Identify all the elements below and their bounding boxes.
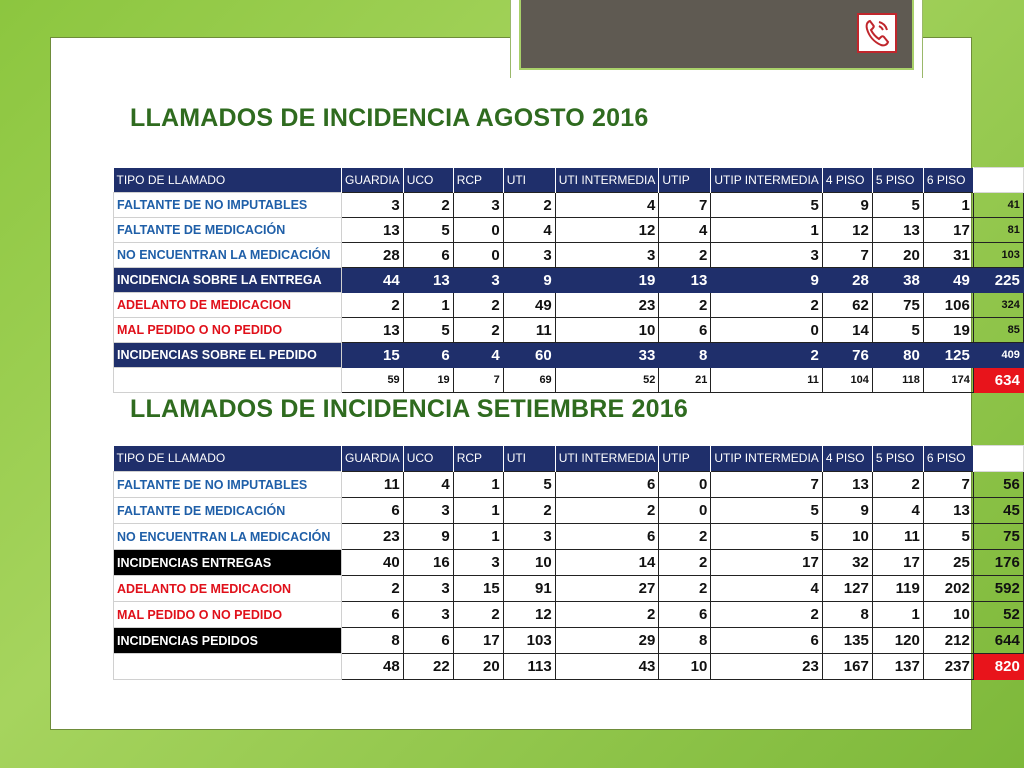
value-cell: 125 bbox=[923, 343, 973, 368]
value-cell: 5 bbox=[503, 472, 555, 498]
row-label: INCIDENCIAS ENTREGAS bbox=[114, 550, 342, 576]
value-cell: 10 bbox=[555, 318, 659, 343]
value-cell: 2 bbox=[711, 293, 822, 318]
table-row bbox=[114, 343, 1024, 368]
value-cell: 2 bbox=[403, 193, 453, 218]
column-total-cell: 20 bbox=[453, 654, 503, 680]
value-cell: 3 bbox=[453, 193, 503, 218]
row-label: NO ENCUENTRAN LA MEDICACIÓN bbox=[114, 243, 342, 268]
row-label: FALTANTE DE NO IMPUTABLES bbox=[114, 472, 342, 498]
value-cell: 9 bbox=[822, 498, 872, 524]
row-total-cell: 225 bbox=[973, 268, 1023, 293]
value-cell: 1 bbox=[453, 524, 503, 550]
value-cell: 6 bbox=[342, 602, 404, 628]
value-cell: 6 bbox=[659, 318, 711, 343]
value-cell: 8 bbox=[822, 602, 872, 628]
value-cell: 5 bbox=[403, 218, 453, 243]
value-cell: 0 bbox=[659, 472, 711, 498]
column-header: UTIP INTERMEDIA bbox=[711, 168, 822, 193]
column-header: RCP bbox=[453, 168, 503, 193]
table-row bbox=[114, 318, 1024, 343]
value-cell: 2 bbox=[555, 498, 659, 524]
column-total-cell: 52 bbox=[555, 368, 659, 393]
column-total-cell: 237 bbox=[923, 654, 973, 680]
value-cell: 2 bbox=[503, 498, 555, 524]
value-cell: 23 bbox=[555, 293, 659, 318]
row-total-cell: 75 bbox=[973, 524, 1023, 550]
grand-total-cell: 634 bbox=[973, 368, 1023, 393]
row-label: ADELANTO DE MEDICACION bbox=[114, 576, 342, 602]
value-cell: 4 bbox=[872, 498, 923, 524]
value-cell: 2 bbox=[555, 602, 659, 628]
value-cell: 3 bbox=[403, 602, 453, 628]
value-cell: 2 bbox=[711, 602, 822, 628]
value-cell: 76 bbox=[822, 343, 872, 368]
value-cell: 6 bbox=[403, 343, 453, 368]
table-row bbox=[114, 193, 1024, 218]
value-cell: 7 bbox=[659, 193, 711, 218]
value-cell: 4 bbox=[453, 343, 503, 368]
row-total-cell: 81 bbox=[973, 218, 1023, 243]
table-row bbox=[114, 243, 1024, 268]
column-header: 6 PISO bbox=[923, 168, 973, 193]
value-cell: 2 bbox=[659, 293, 711, 318]
value-cell: 3 bbox=[555, 243, 659, 268]
value-cell: 13 bbox=[342, 318, 404, 343]
column-total-cell: 69 bbox=[503, 368, 555, 393]
value-cell: 4 bbox=[711, 576, 822, 602]
column-total-cell: 19 bbox=[403, 368, 453, 393]
totals-label-cell bbox=[114, 368, 342, 393]
value-cell: 9 bbox=[822, 193, 872, 218]
column-header: TIPO DE LLAMADO bbox=[114, 168, 342, 193]
value-cell: 0 bbox=[711, 318, 822, 343]
table-row bbox=[114, 602, 1024, 628]
value-cell: 9 bbox=[711, 268, 822, 293]
value-cell: 5 bbox=[711, 498, 822, 524]
value-cell: 1 bbox=[872, 602, 923, 628]
column-total-cell: 48 bbox=[342, 654, 404, 680]
column-header: 4 PISO bbox=[822, 446, 872, 472]
value-cell: 62 bbox=[822, 293, 872, 318]
value-cell: 8 bbox=[659, 343, 711, 368]
column-header: 5 PISO bbox=[872, 168, 923, 193]
value-cell: 29 bbox=[555, 628, 659, 654]
column-header: 5 PISO bbox=[872, 446, 923, 472]
header-blank-cell bbox=[973, 446, 1023, 472]
value-cell: 2 bbox=[659, 243, 711, 268]
table-row bbox=[114, 524, 1024, 550]
value-cell: 20 bbox=[872, 243, 923, 268]
value-cell: 5 bbox=[711, 193, 822, 218]
value-cell: 3 bbox=[453, 268, 503, 293]
table-row bbox=[114, 268, 1024, 293]
value-cell: 14 bbox=[555, 550, 659, 576]
value-cell: 49 bbox=[503, 293, 555, 318]
column-total-cell: 7 bbox=[453, 368, 503, 393]
row-label: INCIDENCIA SOBRE LA ENTREGA bbox=[114, 268, 342, 293]
value-cell: 4 bbox=[659, 218, 711, 243]
value-cell: 0 bbox=[659, 498, 711, 524]
value-cell: 10 bbox=[822, 524, 872, 550]
value-cell: 2 bbox=[711, 343, 822, 368]
value-cell: 3 bbox=[711, 243, 822, 268]
value-cell: 7 bbox=[711, 472, 822, 498]
column-header: UTIP INTERMEDIA bbox=[711, 446, 822, 472]
totals-label-cell bbox=[114, 654, 342, 680]
value-cell: 4 bbox=[503, 218, 555, 243]
value-cell: 9 bbox=[403, 524, 453, 550]
row-total-cell: 52 bbox=[973, 602, 1023, 628]
column-header: UTIP bbox=[659, 446, 711, 472]
table-header-row bbox=[114, 168, 1024, 193]
value-cell: 44 bbox=[342, 268, 404, 293]
value-cell: 3 bbox=[503, 524, 555, 550]
value-cell: 16 bbox=[403, 550, 453, 576]
column-total-cell: 113 bbox=[503, 654, 555, 680]
value-cell: 25 bbox=[923, 550, 973, 576]
value-cell: 2 bbox=[659, 576, 711, 602]
value-cell: 135 bbox=[822, 628, 872, 654]
value-cell: 4 bbox=[555, 193, 659, 218]
column-total-cell: 43 bbox=[555, 654, 659, 680]
value-cell: 3 bbox=[453, 550, 503, 576]
row-label: FALTANTE DE MEDICACIÓN bbox=[114, 498, 342, 524]
value-cell: 40 bbox=[342, 550, 404, 576]
totals-row bbox=[114, 654, 1024, 680]
value-cell: 119 bbox=[872, 576, 923, 602]
column-header: UCO bbox=[403, 446, 453, 472]
column-header: UTI INTERMEDIA bbox=[555, 446, 659, 472]
value-cell: 2 bbox=[659, 550, 711, 576]
column-header: 6 PISO bbox=[923, 446, 973, 472]
value-cell: 2 bbox=[453, 293, 503, 318]
value-cell: 4 bbox=[403, 472, 453, 498]
value-cell: 2 bbox=[342, 293, 404, 318]
value-cell: 1 bbox=[923, 193, 973, 218]
value-cell: 2 bbox=[342, 576, 404, 602]
column-header: UTI bbox=[503, 446, 555, 472]
value-cell: 17 bbox=[453, 628, 503, 654]
value-cell: 10 bbox=[503, 550, 555, 576]
value-cell: 13 bbox=[923, 498, 973, 524]
header-panel bbox=[519, 0, 914, 70]
value-cell: 8 bbox=[342, 628, 404, 654]
row-total-cell: 176 bbox=[973, 550, 1023, 576]
value-cell: 12 bbox=[822, 218, 872, 243]
row-total-cell: 324 bbox=[973, 293, 1023, 318]
row-total-cell: 644 bbox=[973, 628, 1023, 654]
value-cell: 17 bbox=[923, 218, 973, 243]
value-cell: 28 bbox=[342, 243, 404, 268]
value-cell: 2 bbox=[453, 602, 503, 628]
column-header: UTI bbox=[503, 168, 555, 193]
value-cell: 10 bbox=[923, 602, 973, 628]
column-header: GUARDIA bbox=[342, 168, 404, 193]
value-cell: 13 bbox=[403, 268, 453, 293]
value-cell: 27 bbox=[555, 576, 659, 602]
value-cell: 9 bbox=[503, 268, 555, 293]
column-header: UCO bbox=[403, 168, 453, 193]
value-cell: 49 bbox=[923, 268, 973, 293]
september-table bbox=[113, 445, 1024, 680]
table-row bbox=[114, 628, 1024, 654]
column-total-cell: 11 bbox=[711, 368, 822, 393]
value-cell: 5 bbox=[923, 524, 973, 550]
column-total-cell: 104 bbox=[822, 368, 872, 393]
value-cell: 3 bbox=[503, 243, 555, 268]
column-header: UTI INTERMEDIA bbox=[555, 168, 659, 193]
value-cell: 120 bbox=[872, 628, 923, 654]
value-cell: 28 bbox=[822, 268, 872, 293]
row-label: NO ENCUENTRAN LA MEDICACIÓN bbox=[114, 524, 342, 550]
value-cell: 212 bbox=[923, 628, 973, 654]
value-cell: 17 bbox=[872, 550, 923, 576]
value-cell: 1 bbox=[711, 218, 822, 243]
august-title: LLAMADOS DE INCIDENCIA AGOSTO 2016 bbox=[130, 104, 649, 132]
table-row bbox=[114, 576, 1024, 602]
september-title: LLAMADOS DE INCIDENCIA SETIEMBRE 2016 bbox=[130, 395, 688, 423]
value-cell: 3 bbox=[403, 498, 453, 524]
table-row bbox=[114, 293, 1024, 318]
column-total-cell: 59 bbox=[342, 368, 404, 393]
column-total-cell: 137 bbox=[872, 654, 923, 680]
totals-row bbox=[114, 368, 1024, 393]
row-label: INCIDENCIAS PEDIDOS bbox=[114, 628, 342, 654]
table-row bbox=[114, 218, 1024, 243]
table-row bbox=[114, 498, 1024, 524]
value-cell: 32 bbox=[822, 550, 872, 576]
column-total-cell: 118 bbox=[872, 368, 923, 393]
value-cell: 3 bbox=[403, 576, 453, 602]
row-label: ADELANTO DE MEDICACION bbox=[114, 293, 342, 318]
value-cell: 14 bbox=[822, 318, 872, 343]
value-cell: 2 bbox=[503, 193, 555, 218]
value-cell: 6 bbox=[342, 498, 404, 524]
column-total-cell: 21 bbox=[659, 368, 711, 393]
value-cell: 60 bbox=[503, 343, 555, 368]
value-cell: 8 bbox=[659, 628, 711, 654]
row-total-cell: 41 bbox=[973, 193, 1023, 218]
row-total-cell: 56 bbox=[973, 472, 1023, 498]
value-cell: 6 bbox=[659, 602, 711, 628]
phone-icon bbox=[857, 13, 897, 53]
value-cell: 127 bbox=[822, 576, 872, 602]
value-cell: 75 bbox=[872, 293, 923, 318]
table-row bbox=[114, 550, 1024, 576]
value-cell: 15 bbox=[453, 576, 503, 602]
value-cell: 11 bbox=[342, 472, 404, 498]
row-label: MAL PEDIDO O NO PEDIDO bbox=[114, 318, 342, 343]
value-cell: 19 bbox=[555, 268, 659, 293]
row-total-cell: 45 bbox=[973, 498, 1023, 524]
value-cell: 13 bbox=[342, 218, 404, 243]
value-cell: 12 bbox=[503, 602, 555, 628]
value-cell: 19 bbox=[923, 318, 973, 343]
value-cell: 31 bbox=[923, 243, 973, 268]
table-row bbox=[114, 472, 1024, 498]
value-cell: 5 bbox=[872, 318, 923, 343]
value-cell: 6 bbox=[555, 472, 659, 498]
value-cell: 12 bbox=[555, 218, 659, 243]
value-cell: 2 bbox=[872, 472, 923, 498]
value-cell: 11 bbox=[872, 524, 923, 550]
table-header-row bbox=[114, 446, 1024, 472]
value-cell: 23 bbox=[342, 524, 404, 550]
column-header: RCP bbox=[453, 446, 503, 472]
value-cell: 91 bbox=[503, 576, 555, 602]
value-cell: 6 bbox=[403, 628, 453, 654]
row-total-cell: 85 bbox=[973, 318, 1023, 343]
value-cell: 6 bbox=[711, 628, 822, 654]
row-label: MAL PEDIDO O NO PEDIDO bbox=[114, 602, 342, 628]
value-cell: 17 bbox=[711, 550, 822, 576]
row-total-cell: 409 bbox=[973, 343, 1023, 368]
value-cell: 1 bbox=[403, 293, 453, 318]
value-cell: 3 bbox=[342, 193, 404, 218]
value-cell: 0 bbox=[453, 243, 503, 268]
row-total-cell: 103 bbox=[973, 243, 1023, 268]
value-cell: 7 bbox=[822, 243, 872, 268]
value-cell: 2 bbox=[453, 318, 503, 343]
column-total-cell: 23 bbox=[711, 654, 822, 680]
column-total-cell: 167 bbox=[822, 654, 872, 680]
row-label: FALTANTE DE MEDICACIÓN bbox=[114, 218, 342, 243]
value-cell: 5 bbox=[872, 193, 923, 218]
column-header: TIPO DE LLAMADO bbox=[114, 446, 342, 472]
value-cell: 5 bbox=[711, 524, 822, 550]
column-header: UTIP bbox=[659, 168, 711, 193]
row-label: FALTANTE DE NO IMPUTABLES bbox=[114, 193, 342, 218]
column-total-cell: 22 bbox=[403, 654, 453, 680]
value-cell: 33 bbox=[555, 343, 659, 368]
value-cell: 2 bbox=[659, 524, 711, 550]
value-cell: 1 bbox=[453, 498, 503, 524]
value-cell: 80 bbox=[872, 343, 923, 368]
value-cell: 0 bbox=[453, 218, 503, 243]
row-label: INCIDENCIAS SOBRE EL PEDIDO bbox=[114, 343, 342, 368]
value-cell: 15 bbox=[342, 343, 404, 368]
value-cell: 103 bbox=[503, 628, 555, 654]
value-cell: 11 bbox=[503, 318, 555, 343]
column-header: 4 PISO bbox=[822, 168, 872, 193]
value-cell: 106 bbox=[923, 293, 973, 318]
value-cell: 13 bbox=[822, 472, 872, 498]
august-table bbox=[113, 167, 1024, 393]
value-cell: 6 bbox=[403, 243, 453, 268]
header-blank-cell bbox=[973, 168, 1023, 193]
value-cell: 13 bbox=[659, 268, 711, 293]
row-total-cell: 592 bbox=[973, 576, 1023, 602]
value-cell: 7 bbox=[923, 472, 973, 498]
value-cell: 202 bbox=[923, 576, 973, 602]
value-cell: 38 bbox=[872, 268, 923, 293]
value-cell: 13 bbox=[872, 218, 923, 243]
column-header: GUARDIA bbox=[342, 446, 404, 472]
value-cell: 1 bbox=[453, 472, 503, 498]
value-cell: 6 bbox=[555, 524, 659, 550]
value-cell: 5 bbox=[403, 318, 453, 343]
grand-total-cell: 820 bbox=[973, 654, 1023, 680]
column-total-cell: 10 bbox=[659, 654, 711, 680]
column-total-cell: 174 bbox=[923, 368, 973, 393]
